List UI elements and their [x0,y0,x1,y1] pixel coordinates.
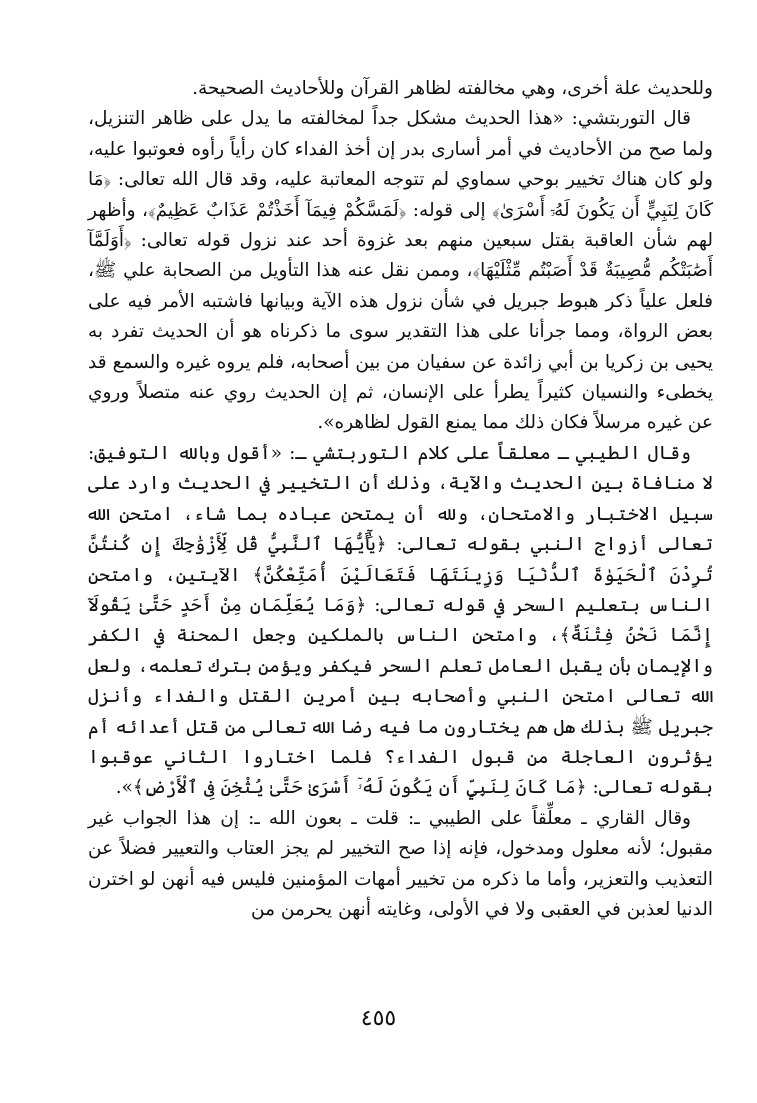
paragraph-qari-comment: وقال القاري ـ معلِّقاً على الطيبي ـ: قلت ـ بعون الله ـ: إن هذا الجواب غير مقبول؛ لأنه معلول ومدخول، فإنه إذا صح التخيير لم يجز العتاب والتعيير فضلاً عن التعذيب والتعزير، وأما ما ذكره من تخيير أمهات المؤمنين فليس فيه أنهن لو اخترن الدنيا لعذبن في العقبى ولا في الأولى، وغايته أنهن يحرمن من [88,807,713,920]
paragraph-turbishti-quote: قال التوربتشي: «هذا الحديث مشكل جداً لمخالفته ما يدل على ظاهر التنزيل، ولما صح من الأحاديث في أمر أسارى بدر إن أخذ الفداء كان رأياً رأوه فعوتبوا عليه، ولو كان هناك تخيير بوحي سماوي لم تتوجه المعاتبة عليه، وقد قال الله تعالى: ﴿مَا كَانَ لِنَبِيٍّ أَن يَكُونَ لَهُۥٓ أَسْرَىٰ﴾ إلى قوله: ﴿لَمَسَّكُمْ فِيمَآ أَخَذْتُمْ عَذَابٌ عَظِيمٌ﴾، وأظهر لهم شأن العاقبة بقتل سبعين منهم بعد غزوة أحد عند نزول قوله تعالى: ﴿أَوَلَمَّآ أَصَٰبَتْكُم مُّصِيبَةٌ قَدْ أَصَبْتُم مِّثْلَيْهَا﴾، وممن نقل عنه هذا التأويل من الصحابة علي ﷺ، فلعل علياً ذكر هبوط جبريل في شأن نزول هذه الآية وبيانها فاشتبه الأمر فيه على بعض الرواة، ومما جرأنا على هذا التقدير سوى ما ذكرناه هو أن الحديث تفرد به يحيى بن زكريا بن أبي زائدة عن سفيان من بين أصحابه، فلم يروه غيره والسمع قد يخطىء والنسيان كثيراً يطرأ على الإنسان، ثم إن الحديث روي عنه متصلاً وروي عن غيره مرسلاً فكان ذلك مما يمنع القول لظاهره». [88,108,713,434]
paragraph-tibi-quote: وقال الطيبي ـ معلقاً على كلام التوربتشي ـ: «أقول وبالله التوفيق: لا منافاة بين الحديث والآية، وذلك أن التخيير في الحديث وارد على سبيل الاختبار والامتحان، ولله أن يمتحن عباده بما شاء، امتحن الله تعالى أزواج النبي بقوله تعالى: ﴿يَٰٓأَيُّهَا ٱلنَّبِيُّ قُل لِّأَزْوَٰجِكَ إِن كُنتُنَّ تُرِدْنَ ٱلْحَيَوٰةَ ٱلدُّنْيَا وَزِينَتَهَا فَتَعَالَيْنَ أُمَتِّعْكُنَّ﴾ الآيتين، وامتحن الناس بتعليم السحر في قوله تعالى: ﴿وَمَا يُعَلِّمَانِ مِنْ أَحَدٍ حَتَّىٰ يَقُولَآ إِنَّمَا نَحْنُ فِتْنَةٌ﴾، وامتحن الناس بالملكين وجعل المحنة في الكفر والإيمان بأن يقبل العامل تعلم السحر فيكفر ويؤمن بترك تعلمه، ولعل الله تعالى امتحن النبي وأصحابه بين أمرين القتل والفداء وأنزل جبريل ﷺ بذلك هل هم يختارون ما فيه رضا الله تعالى من قتل أعدائه أم يؤثرون العاجلة من قبول الفداء؟ فلما اختاروا الثاني عوقبوا بقوله تعالى: ﴿مَا كَانَ لِنَبِيٍّ أَن يَكُونَ لَهُۥٓ أَسْرَىٰ حَتَّىٰ يُثْخِنَ فِى ٱلْأَرْضِ﴾». [88,442,713,799]
body-text [88,74,713,925]
page-number: ٤٥٥ [360,1006,397,1031]
paragraph-intro: وللحديث علة أخرى، وهي مخالفته لظاهر القرآن وللأحاديث الصحيحة. [192,78,713,99]
